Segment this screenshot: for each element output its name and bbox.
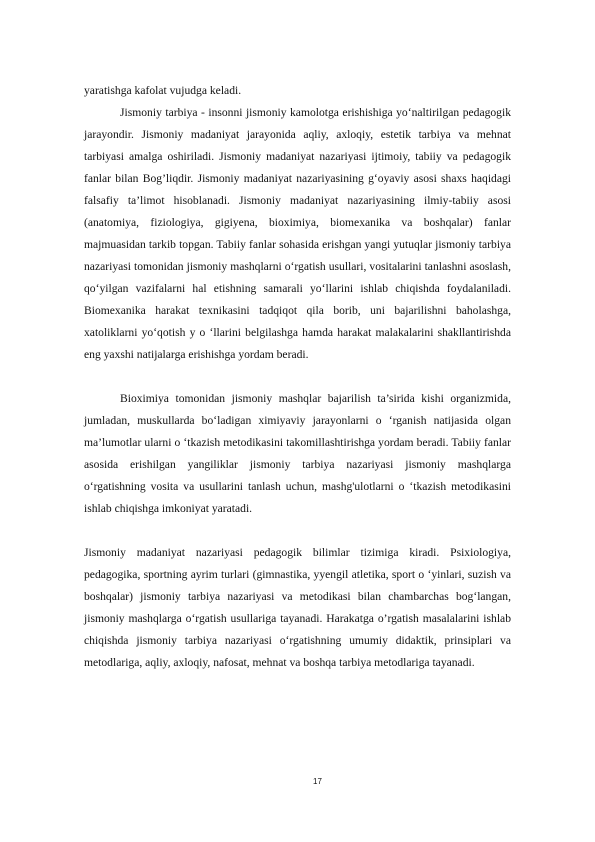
paragraph-physical-education: Jismoniy tarbiya - insonni jismoniy kamolotga erishishiga yo‘naltirilgan pedagogik jarayondir. Jismoniy madaniyat jarayonida aqliy, axloqiy, estetik tarbiya va mehnat tarbiyasi amalga oshiriladi. Jismoniy madaniyat nazariyasi ijtimoiy, tabiiy va pedagogik fanlar bilan Bog’liqdir. Jismoniy madaniyat nazariyasining g‘oyaviy asosi shaxs haqidagi falsafiy ta’limot hisoblanadi. Jismoniy madaniyat nazariyasining ilmiy-tabiiy asosi (anatomiya, fiziologiya, gigiyena, bioximiya, biomexanika va boshqalar) fanlar majmuasidan tarkib topgan. Tabiiy fanlar sohasida erishgan yangi yutuqlar jismoniy tarbiya nazariyasi tomonidan jismoniy mashqlarni o‘rgatish usullari, vositalarini tanlashni asoslash, qo‘yilgan vazifalarni hal etishning samarali yo‘llarini ishlab chiqishda foydalaniladi. Biomexanika harakat texnikasini tadqiqot qila borib, uni bajarilishni baholashga, xatoliklarni yo‘qotish y o ‘llarini belgilashga hamda harakat malakalarini shakllantirishda eng yaxshi natijalarga erishishga yordam beradi. xyxy=(84,106,511,361)
paragraph-continuation: yaratishga kafolat vujudga keladi. xyxy=(84,84,242,97)
paragraph-biochemistry: Bioximiya tomonidan jismoniy mashqlar bajarilish ta’sirida kishi organizmida, jumladan, muskullarda bo‘ladigan ximiyaviy jarayonlarni o ‘rganish natijasida olgan ma’lumotlar ularni o ‘tkazish metodikasini takomillashtirishga yordam beradi. Tabiiy fanlar asosida erishilgan yangiliklar jismoniy tarbiya nazariyasi jismoniy mashqlarga o‘rgatishning vosita va usullarini tanlash uchun, mashg'ulotlarni o ‘tkazish metodikasini ishlab chiqishga imkoniyat yaratadi. xyxy=(84,392,511,515)
paragraph-pedagogical-knowledge: Jismoniy madaniyat nazariyasi pedagogik bilimlar tizimiga kiradi. Psixiologiya, pedagogika, sportning ayrim turlari (gimnastika, yyengil atletika, sport o ‘yinlari, suzish va boshqalar) jismoniy tarbiya nazariyasi va metodikasi bilan chambarchas bog‘langan, jismoniy mashqlarga o‘rgatish usullariga tayanadi. Harakatga o’rgatish masalalarini ishlab chiqishda jismoniy tarbiya nazariyasi o‘rgatishning umumiy didaktik, prinsiplari va metodlariga, aqliy, axloqiy, nafosat, mehnat va boshqa tarbiya metodlariga tayanadi. xyxy=(84,546,511,669)
page-number: 17 xyxy=(313,777,322,786)
